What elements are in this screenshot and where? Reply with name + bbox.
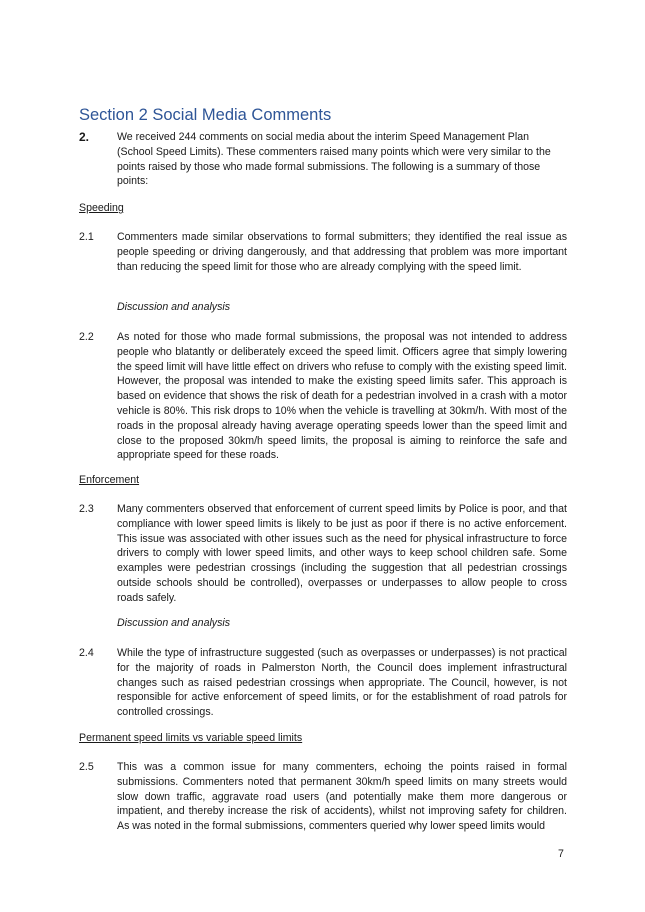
paragraph-number: 2.2 [79, 331, 94, 343]
section-title: Section 2 Social Media Comments [79, 106, 332, 124]
paragraph-2-1 [79, 230, 567, 274]
intro-paragraph [79, 130, 567, 189]
paragraph-text: As noted for those who made formal submissions, the proposal was not intended to address people who blatantly or deliberately exceed the speed limit. Officers agree that simply lowering the speed limit will have little effect on drivers who refuse to comply with the existing speed limit. However, the proposal was intended to make the existing speed limits safer. This approach is based on evidence that shows the risk of death for a pedestrian involved in a crash with a motor vehicle is 80%. This risk drops to 10% when the vehicle is travelling at 30km/h. With most of the roads in the proposal already having average operating speeds lower than the speed limit and close to the proposed 30km/h speed limits, the proposal is aiming to reinforce the safe and appropriate speed for these roads. [117, 331, 567, 462]
paragraph-text: This was a common issue for many commenters, echoing the points raised in formal submissions. Commenters noted that permanent 30km/h speed limits on many streets would slow down traffic, aggravate road users (and potentially make them more dangerous or impatient, and thereby increase the risk of accidents), whilst not improving safety for children. As was noted in the formal submissions, commenters queried why lower speed limits would [117, 761, 567, 833]
paragraph-2-5 [79, 760, 567, 834]
paragraph-2-3 [79, 502, 567, 606]
paragraph-2-4 [79, 646, 567, 720]
paragraph-number: 2.1 [79, 231, 94, 243]
discussion-label-2: Discussion and analysis [117, 617, 231, 629]
paragraph-number: 2.4 [79, 647, 94, 659]
paragraph-text: Many commenters observed that enforcement of current speed limits by Police is poor, and that compliance with lower speed limits is likely to be just as poor if there is no active enforcement. This issue was associated with other issues such as the need for physical infrastructure to force drivers to comply with lower speed limits, and other ways to keep school children safe. Some examples were pedestrian crossings (including the suggestion that all pedestrian crossings outside schools should be controlled), overpasses or underpasses to allow people to cross roads safely. [117, 503, 567, 604]
heading-permanent-vs-variable: Permanent speed limits vs variable speed limits [79, 732, 303, 744]
discussion-label-1: Discussion and analysis [117, 301, 231, 313]
paragraph-number: 2.5 [79, 761, 94, 773]
paragraph-number: 2. [79, 130, 90, 144]
paragraph-number: 2.3 [79, 503, 94, 515]
paragraph-2-2 [79, 330, 567, 463]
paragraph-text: We received 244 comments on social media about the interim Speed Management Plan (School Speed Limits). These commenters raised many points which were very similar to the points raised by those who made formal submissions. The following is a summary of those points: [117, 131, 551, 188]
page-number: 7 [558, 848, 564, 860]
heading-enforcement: Enforcement [79, 474, 140, 486]
heading-speeding: Speeding [79, 202, 124, 214]
paragraph-text: While the type of infrastructure suggested (such as overpasses or underpasses) is not practical for the majority of roads in Palmerston North, the Council does implement infrastructural changes such as raised pedestrian crossings when appropriate. The Council, however, is not responsible for active enforcement of speed limits, or for the establishment of road patrols for controlled crossings. [117, 647, 567, 719]
paragraph-text: Commenters made similar observations to formal submitters; they identified the real issue as people speeding or driving dangerously, and that addressing that problem was more important than reducing the speed limit for those who are already complying with the speed limit. [117, 231, 567, 273]
